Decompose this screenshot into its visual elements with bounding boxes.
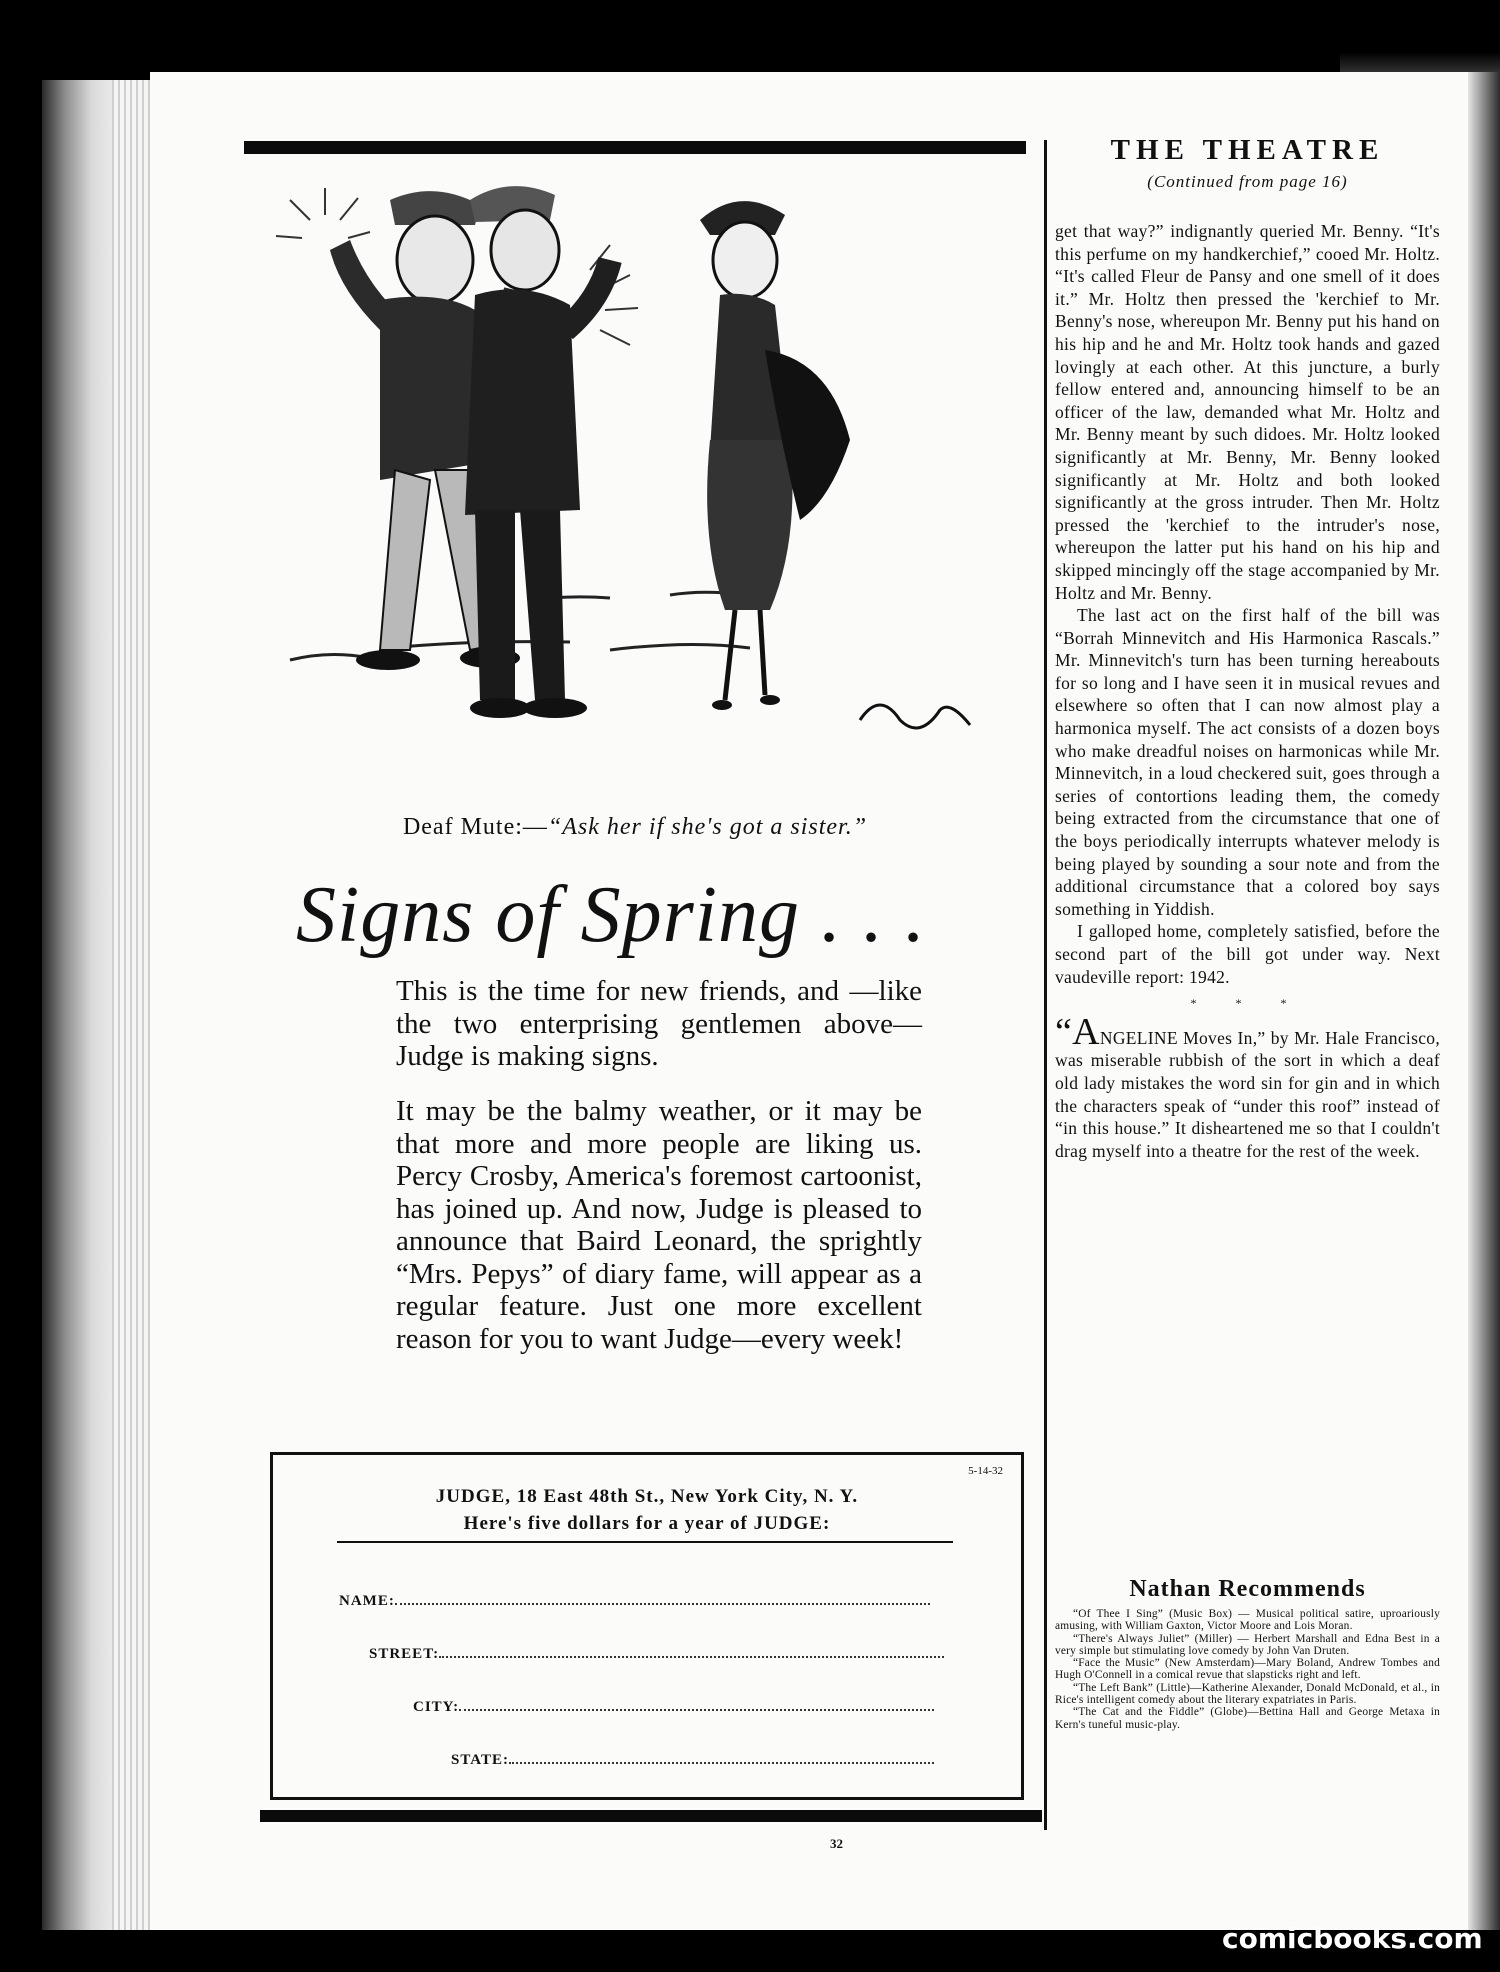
city-field-label: CITY: [413, 1699, 460, 1715]
cartoon-caption [244, 814, 1026, 841]
woman-figure [700, 201, 850, 710]
theatre-article [1055, 220, 1440, 1162]
recommend-item: “Of Thee I Sing” (Music Box) — Musical political satire, uproariously amusing, with William Gaxton, Victor Moore and Lois Moran. [1055, 1608, 1440, 1633]
page-right-edge [1468, 72, 1500, 1930]
ad-paragraph-1: This is the time for new friends, and —like the two enterprising gentlemen above—Judge is making signs. [396, 975, 922, 1072]
article-paragraph-4 [1055, 1010, 1440, 1163]
name-field[interactable] [339, 1591, 930, 1610]
recommend-item: “The Left Bank” (Little)—Katherine Alexander, Donald McDonald, et al., in Rice's intelligent comedy about the literary expatriates in Paris. [1055, 1681, 1440, 1707]
theatre-continued: (Continued from page 16) [1147, 172, 1348, 191]
drop-cap: “A [1055, 1010, 1100, 1053]
recommend-item: “Face the Music” (New Amsterdam)—Mary Boland, Andrew Tombes and Hugh O'Connell in a comical revue that slapsticks right and left. [1055, 1657, 1440, 1682]
coupon-address [273, 1483, 1021, 1537]
cartoon-illustration [270, 180, 990, 780]
book-spine [42, 80, 152, 1930]
caption-quote: “Ask her if she's got a sister.” [547, 814, 868, 840]
name-field-line[interactable] [395, 1591, 930, 1605]
recommend-item: “The Cat and the Fiddle” (Globe)—Bettina Hall and George Metaxa in Kern's tuneful music-play. [1055, 1706, 1440, 1731]
site-watermark: comicbooks.com [1222, 1922, 1483, 1955]
ad-headline: Signs of Spring . . . [296, 871, 926, 959]
name-field-label: NAME: [339, 1593, 395, 1609]
state-field-label: STATE: [451, 1752, 509, 1768]
column-divider [1044, 140, 1047, 1830]
caption-speaker: Deaf Mute:— [402, 814, 548, 840]
article-paragraph-1: get that way?” indignantly queried Mr. Benny. “It's this perfume on my handkerchief,” cooed Mr. Holtz. “It's called Fleur de Pansy and one smell of it does it.” Mr. Holtz then pressed the 'kerchief to Mr. Benny's nose, whereupon Mr. Benny put his hand on his hip and he and Mr. Holtz took hands and gazed lovingly at each other. At this juncture, a burly fellow entered and, announcing himself to be an officer of the law, demanded what Mr. Holtz and Mr. Benny meant by such didoes. Mr. Holtz looked significantly at Mr. Benny, Mr. Benny looked significantly at Mr. Holtz and both looked significantly at the gross intruder. Then Mr. Holtz pressed the 'kerchief to the intruder's nose, whereupon the latter put his hand on his hip and skipped mincingly off the stage accompanied by Mr. Holtz and Mr. Benny. [1055, 221, 1440, 603]
ad-paragraph-2-text: It may be the balmy weather, or it may be that more and more people are liking us. Percy Crosby, America's foremost cartoonist, has joined up. And now, Judge is pleased to announce that Baird Leonard, the sprightly “Mrs. Pepys” of diary fame, will appear as a regular feature. Just one more excellent reason for you to want Judge—every week! [396, 1095, 922, 1355]
coupon-address-line: JUDGE, 18 East 48th St., New York City, N. Y. [435, 1486, 859, 1507]
recommends-heading: Nathan Recommends [1129, 1576, 1366, 1602]
recommends-list [1055, 1608, 1440, 1731]
coupon-date-code: 5-14-32 [968, 1465, 1003, 1477]
section-break-stars: * * * [1190, 996, 1305, 1011]
coupon-underline [337, 1541, 953, 1543]
street-field-label: STREET: [369, 1646, 440, 1662]
ad-top-rule [244, 141, 1026, 154]
article-paragraph-2: The last act on the first half of the bill was “Borrah Minnevitch and His Harmonica Rascals.” Mr. Minnevitch's turn has been turning hereabouts for so long and I have seen it in musical revues and elsewhere so often that I can now almost play a harmonica myself. The act consists of a dozen boys who make dreadful noises on harmonicas while Mr. Minnevitch, in a loud checkered suit, goes through a series of contortions leading them, the comedy being extracted from the circumstance that one of the boys periodically interrupts whatever melody is being played by sounding a sour note and from the additional circumstance that a colored boy says something in Yiddish. [1055, 605, 1440, 919]
coupon-offer-line: Here's five dollars for a year of JUDGE: [463, 1513, 831, 1534]
state-field[interactable] [451, 1750, 934, 1769]
page-number: 32 [830, 1836, 843, 1851]
street-field[interactable] [369, 1644, 944, 1663]
city-field-line[interactable] [459, 1697, 934, 1711]
state-field-line[interactable] [509, 1750, 934, 1764]
street-field-line[interactable] [439, 1644, 944, 1658]
recommend-item: “There's Always Juliet” (Miller) — Herbert Marshall and Edna Best in a very simple but stimulating love comedy by John Van Druten. [1055, 1632, 1440, 1657]
artist-signature [860, 705, 970, 728]
theatre-heading: THE THEATRE [1110, 134, 1385, 166]
man-middle-figure [465, 186, 610, 718]
article-paragraph-3: I galloped home, completely satisfied, before the second part of the bill got under way. Next vaudeville report: 1942. [1055, 921, 1440, 987]
city-field[interactable] [413, 1697, 934, 1716]
ad-bottom-rule [260, 1810, 1042, 1822]
article-paragraph-4-text: NGELINE Moves In,” by Mr. Hale Francisco, was miserable rubbish of the sort in which a deaf old lady mistakes the word sin for gin and in which the characters speak of “under this roof” instead of “in this house.” It disheartened me so that I couldn't drag myself into a theatre for the rest of the week. [1055, 1027, 1440, 1161]
subscription-coupon [270, 1452, 1024, 1800]
ad-paragraph-2 [362, 1095, 922, 1355]
